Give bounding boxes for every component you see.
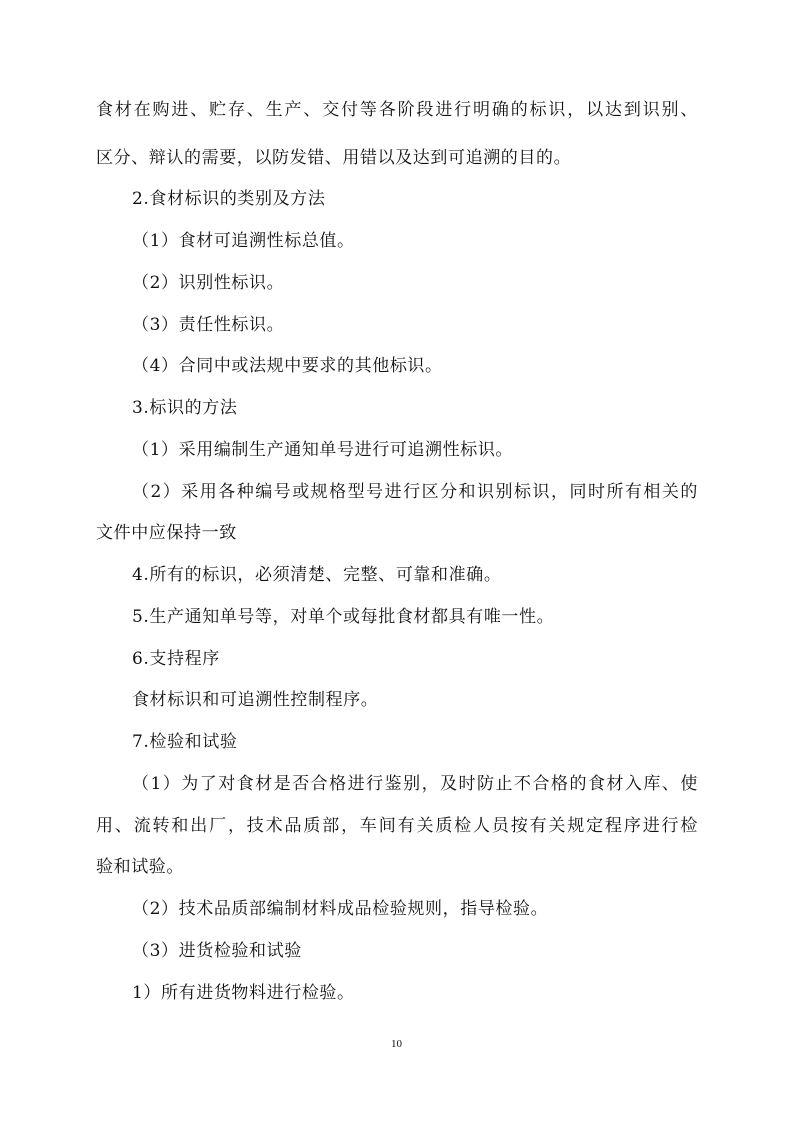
list-item: （2）识别性标识。: [132, 273, 285, 293]
body-text-line: 用、流转和出厂，技术品质部，车间有关质检人员按有关规定程序进行检: [96, 816, 698, 836]
list-item: （2）采用各种编号或规格型号进行区分和识别标识，同时所有相关的: [132, 482, 698, 502]
section-heading: 3.标识的方法: [132, 398, 238, 418]
list-item: （3）进货检验和试验: [132, 941, 302, 961]
section-heading: 7.检验和试验: [132, 732, 238, 752]
page-number: 10: [391, 1038, 402, 1050]
list-item: （4）合同中或法规中要求的其他标识。: [132, 356, 443, 376]
list-item: 1）所有进货物料进行检验。: [132, 983, 355, 1003]
section-heading: 5.生产通知单号等，对单个或每批食材都具有唯一性。: [132, 607, 555, 627]
list-item: （2）技术品质部编制材料成品检验规则，指导检验。: [132, 899, 549, 919]
section-heading: 2.食材标识的类别及方法: [132, 189, 326, 209]
section-heading: 4.所有的标识，必须清楚、完整、可靠和准确。: [132, 565, 502, 585]
list-item: （1）为了对食材是否合格进行鉴别，及时防止不合格的食材入库、使: [132, 774, 698, 794]
body-text-line: 区分、辩认的需要，以防发错、用错以及达到可追溯的目的。: [96, 148, 572, 168]
list-item: （3）责任性标识。: [132, 315, 285, 335]
body-text-line: 文件中应保持一致: [96, 523, 237, 543]
body-text-line: 食材标识和可追溯性控制程序。: [132, 690, 379, 710]
list-item: （1）食材可追溯性标总值。: [132, 231, 355, 251]
list-item: （1）采用编制生产通知单号进行可追溯性标识。: [132, 440, 514, 460]
body-text-line: 验和试验。: [96, 857, 184, 877]
body-text-line: 食材在购进、贮存、生产、交付等各阶段进行明确的标识，以达到识别、: [96, 100, 698, 120]
section-heading: 6.支持程序: [132, 649, 220, 669]
